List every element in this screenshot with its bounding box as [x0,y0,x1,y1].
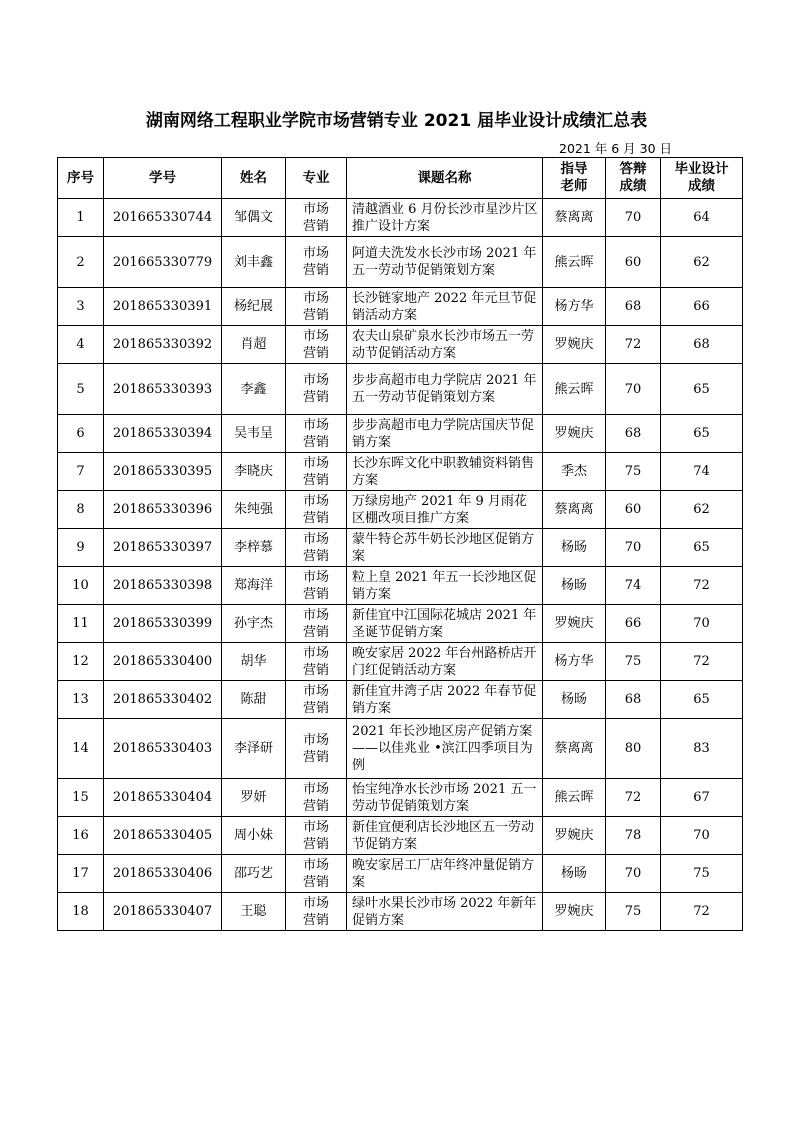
cell-no: 3 [58,288,104,326]
cell-final-score: 65 [661,529,743,567]
cell-major: 市场营销 [286,453,347,491]
cell-no: 7 [58,453,104,491]
cell-defense-score: 68 [606,415,661,453]
cell-final-score: 62 [661,491,743,529]
cell-final-score: 75 [661,855,743,893]
cell-major: 市场营销 [286,779,347,817]
cell-final-score: 67 [661,779,743,817]
cell-advisor: 蔡离离 [543,199,606,237]
cell-topic: 2021 年长沙地区房产促销方案——以佳兆业 •滨江四季项目为例 [347,719,543,779]
cell-student-id: 201865330396 [104,491,222,529]
cell-major: 市场营销 [286,893,347,931]
table-row [58,199,743,237]
cell-final-score: 65 [661,415,743,453]
cell-advisor: 蔡离离 [543,491,606,529]
cell-no: 5 [58,364,104,415]
cell-advisor: 罗婉庆 [543,817,606,855]
cell-student-id: 201865330392 [104,326,222,364]
cell-final-score: 70 [661,817,743,855]
cell-topic: 绿叶水果长沙市场 2022 年新年促销方案 [347,893,543,931]
cell-advisor: 杨旸 [543,855,606,893]
cell-student-id: 201865330399 [104,605,222,643]
cell-topic: 晚安家居工厂店年终冲量促销方案 [347,855,543,893]
cell-student-id: 201865330406 [104,855,222,893]
cell-no: 16 [58,817,104,855]
cell-defense-score: 68 [606,681,661,719]
cell-major: 市场营销 [286,326,347,364]
cell-student-id: 201865330400 [104,643,222,681]
header-student-id: 学号 [104,158,222,199]
cell-major: 市场营销 [286,529,347,567]
cell-name: 陈甜 [222,681,286,719]
table-row [58,855,743,893]
table-row [58,288,743,326]
cell-student-id: 201665330744 [104,199,222,237]
cell-advisor: 罗婉庆 [543,605,606,643]
cell-advisor: 熊云晖 [543,364,606,415]
cell-major: 市场营销 [286,605,347,643]
cell-no: 18 [58,893,104,931]
table-row [58,643,743,681]
cell-final-score: 62 [661,237,743,288]
document-title: 湖南网络工程职业学院市场营销专业 2021 届毕业设计成绩汇总表 [145,111,648,131]
cell-final-score: 65 [661,364,743,415]
cell-major: 市场营销 [286,288,347,326]
cell-student-id: 201865330395 [104,453,222,491]
cell-no: 1 [58,199,104,237]
cell-topic: 步步高超市电力学院店 2021 年五一劳动节促销策划方案 [347,364,543,415]
cell-final-score: 72 [661,893,743,931]
cell-student-id: 201865330405 [104,817,222,855]
cell-name: 周小妹 [222,817,286,855]
cell-final-score: 74 [661,453,743,491]
cell-no: 8 [58,491,104,529]
table-row [58,237,743,288]
cell-no: 10 [58,567,104,605]
cell-name: 李泽研 [222,719,286,779]
cell-name: 王聪 [222,893,286,931]
cell-topic: 晚安家居 2022 年台州路桥店开门红促销活动方案 [347,643,543,681]
cell-no: 12 [58,643,104,681]
table-row [58,893,743,931]
cell-advisor: 罗婉庆 [543,415,606,453]
header-major: 专业 [286,158,347,199]
cell-final-score: 83 [661,719,743,779]
table-row [58,415,743,453]
table-row [58,779,743,817]
cell-major: 市场营销 [286,415,347,453]
table-row [58,817,743,855]
cell-defense-score: 72 [606,779,661,817]
table-row [58,364,743,415]
cell-student-id: 201865330402 [104,681,222,719]
cell-defense-score: 70 [606,529,661,567]
cell-topic: 新佳宜便利店长沙地区五一劳动节促销方案 [347,817,543,855]
cell-name: 杨纪展 [222,288,286,326]
table-row [58,453,743,491]
cell-no: 17 [58,855,104,893]
table-body [58,199,743,931]
cell-final-score: 66 [661,288,743,326]
cell-defense-score: 80 [606,719,661,779]
header-no: 序号 [58,158,104,199]
cell-name: 吴韦呈 [222,415,286,453]
cell-final-score: 70 [661,605,743,643]
cell-student-id: 201865330391 [104,288,222,326]
cell-major: 市场营销 [286,199,347,237]
cell-no: 6 [58,415,104,453]
cell-advisor: 蔡离离 [543,719,606,779]
document-date: 2021 年 6 月 30 日 [559,141,673,156]
cell-student-id: 201865330404 [104,779,222,817]
cell-major: 市场营销 [286,719,347,779]
cell-final-score: 64 [661,199,743,237]
header-topic: 课题名称 [347,158,543,199]
table-row [58,681,743,719]
table-row [58,567,743,605]
cell-student-id: 201865330393 [104,364,222,415]
cell-student-id: 201865330394 [104,415,222,453]
cell-no: 15 [58,779,104,817]
cell-advisor: 熊云晖 [543,237,606,288]
cell-major: 市场营销 [286,491,347,529]
cell-defense-score: 68 [606,288,661,326]
cell-topic: 蒙牛特仑苏牛奶长沙地区促销方案 [347,529,543,567]
cell-name: 刘丰鑫 [222,237,286,288]
cell-topic: 步步高超市电力学院店国庆节促销方案 [347,415,543,453]
table-row [58,605,743,643]
cell-topic: 怡宝纯净水长沙市场 2021 五一劳动节促销策划方案 [347,779,543,817]
table-row [58,719,743,779]
header-final-score: 毕业设计成绩 [661,158,743,199]
cell-final-score: 72 [661,567,743,605]
cell-topic: 粒上皇 2021 年五一长沙地区促销方案 [347,567,543,605]
cell-defense-score: 75 [606,893,661,931]
cell-name: 罗妍 [222,779,286,817]
cell-final-score: 68 [661,326,743,364]
cell-name: 邹偶文 [222,199,286,237]
cell-topic: 农夫山泉矿泉水长沙市场五一劳动节促销活动方案 [347,326,543,364]
cell-major: 市场营销 [286,567,347,605]
cell-defense-score: 72 [606,326,661,364]
cell-major: 市场营销 [286,643,347,681]
table-row [58,326,743,364]
cell-advisor: 罗婉庆 [543,326,606,364]
cell-student-id: 201865330398 [104,567,222,605]
header-name: 姓名 [222,158,286,199]
cell-final-score: 72 [661,643,743,681]
cell-student-id: 201865330403 [104,719,222,779]
cell-advisor: 杨旸 [543,529,606,567]
cell-student-id: 201865330407 [104,893,222,931]
cell-student-id: 201865330397 [104,529,222,567]
cell-final-score: 65 [661,681,743,719]
cell-major: 市场营销 [286,817,347,855]
cell-no: 4 [58,326,104,364]
cell-advisor: 熊云晖 [543,779,606,817]
cell-advisor: 杨方华 [543,643,606,681]
cell-topic: 阿道夫洗发水长沙市场 2021 年五一劳动节促销策划方案 [347,237,543,288]
cell-topic: 万绿房地产 2021 年 9 月雨花区棚改项目推广方案 [347,491,543,529]
cell-student-id: 201665330779 [104,237,222,288]
cell-advisor: 罗婉庆 [543,893,606,931]
cell-name: 朱纯强 [222,491,286,529]
table-header-row [58,158,743,199]
cell-defense-score: 70 [606,199,661,237]
cell-defense-score: 75 [606,643,661,681]
cell-no: 2 [58,237,104,288]
cell-no: 13 [58,681,104,719]
cell-name: 李晓庆 [222,453,286,491]
cell-name: 郑海洋 [222,567,286,605]
cell-major: 市场营销 [286,364,347,415]
cell-name: 邵巧艺 [222,855,286,893]
cell-no: 9 [58,529,104,567]
cell-no: 14 [58,719,104,779]
cell-defense-score: 66 [606,605,661,643]
cell-advisor: 季杰 [543,453,606,491]
cell-name: 李鑫 [222,364,286,415]
cell-defense-score: 78 [606,817,661,855]
header-defense-score: 答辩成绩 [606,158,661,199]
cell-defense-score: 75 [606,453,661,491]
cell-major: 市场营销 [286,237,347,288]
cell-name: 胡华 [222,643,286,681]
cell-advisor: 杨方华 [543,288,606,326]
cell-name: 孙宇杰 [222,605,286,643]
cell-topic: 清越酒业 6 月份长沙市星沙片区推广设计方案 [347,199,543,237]
grades-table [57,157,743,931]
header-advisor: 指导老师 [543,158,606,199]
table-row [58,529,743,567]
table-row [58,491,743,529]
cell-defense-score: 70 [606,855,661,893]
cell-defense-score: 70 [606,364,661,415]
cell-major: 市场营销 [286,681,347,719]
cell-no: 11 [58,605,104,643]
cell-defense-score: 60 [606,491,661,529]
cell-name: 肖超 [222,326,286,364]
cell-major: 市场营销 [286,855,347,893]
cell-topic: 长沙链家地产 2022 年元旦节促销活动方案 [347,288,543,326]
cell-advisor: 杨旸 [543,681,606,719]
cell-topic: 新佳宜中江国际花城店 2021 年圣诞节促销方案 [347,605,543,643]
cell-defense-score: 74 [606,567,661,605]
cell-name: 李梓慕 [222,529,286,567]
cell-topic: 长沙东晖文化中职教辅资料销售方案 [347,453,543,491]
cell-advisor: 杨旸 [543,567,606,605]
cell-defense-score: 60 [606,237,661,288]
cell-topic: 新佳宜井湾子店 2022 年春节促销方案 [347,681,543,719]
